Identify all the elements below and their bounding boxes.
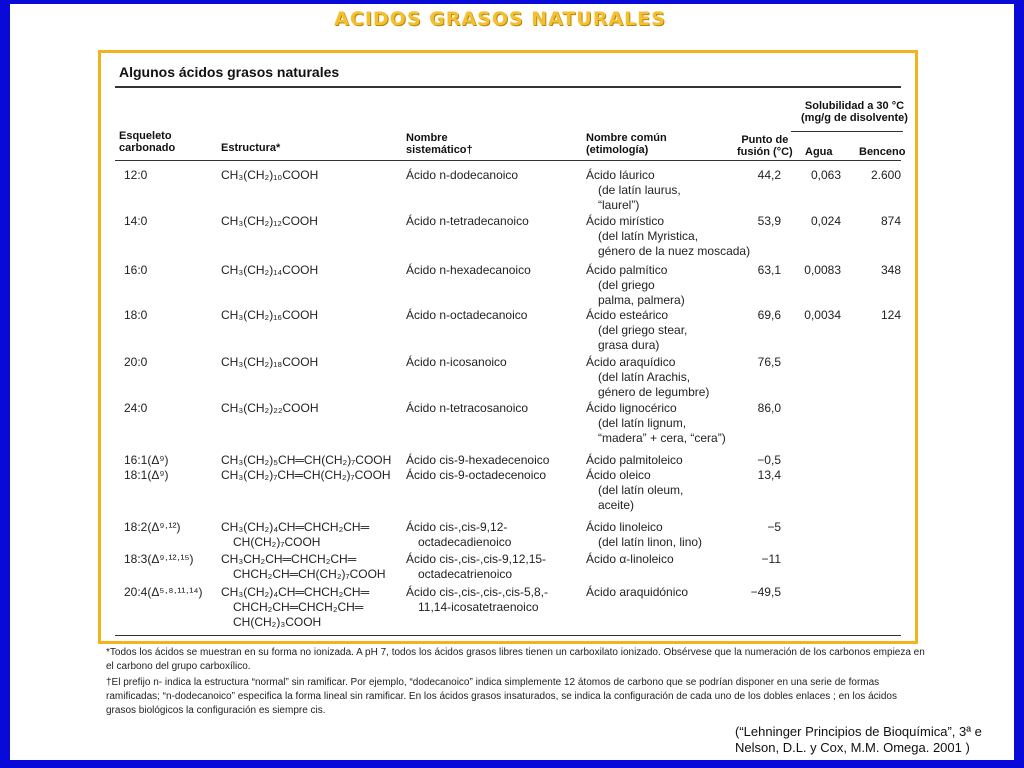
cell-melting: 53,9	[757, 214, 781, 228]
cell-skeleton: 18:2(Δ⁹·¹²)	[124, 520, 181, 534]
cell-melting: 86,0	[757, 401, 781, 415]
cell-skeleton: 18:0	[124, 308, 148, 322]
fatty-acids-table	[98, 50, 918, 644]
header-benzene: Benceno	[859, 146, 906, 158]
cell-benzene: 348	[880, 263, 901, 277]
cell-systematic: Ácido cis-9-octadecenoico	[406, 468, 547, 482]
cell-common: (del griego stear,	[598, 323, 688, 337]
cell-structure: CH₃CH₂CH═CHCH₂CH═	[221, 552, 357, 566]
cell-common: Ácido araquidónico	[586, 585, 689, 599]
solubility-divider	[791, 131, 903, 132]
cell-skeleton: 20:4(Δ⁵·⁸·¹¹·¹⁴)	[124, 585, 203, 599]
cell-common: (del latín oleum,	[598, 483, 684, 497]
header-divider	[115, 160, 901, 161]
cell-common: aceite)	[598, 498, 635, 512]
cell-common: grasa dura)	[598, 338, 660, 352]
cell-systematic: octadecadienoico	[418, 535, 512, 549]
cell-melting: 44,2	[757, 168, 781, 182]
header-melting-line2: fusión (°C)	[737, 146, 793, 158]
header-systematic-line1: Nombre	[406, 132, 448, 144]
header-skeleton	[119, 130, 175, 154]
header-solubility-line1: Solubilidad a 30 °C	[804, 100, 905, 112]
cell-water: 0,0034	[804, 308, 841, 322]
cell-common: género de legumbre)	[598, 385, 710, 399]
cell-common: (de latín laurus,	[598, 183, 681, 197]
cell-structure: CH₃(CH₂)₁₂COOH	[221, 214, 318, 228]
cell-melting: −5	[767, 520, 781, 534]
cell-melting: −0,5	[757, 453, 781, 467]
cell-benzene: 124	[880, 308, 901, 322]
cell-common: (del latín lignum,	[598, 416, 687, 430]
header-melting-point	[737, 134, 793, 158]
cell-structure: CH(CH₂)₇COOH	[233, 535, 321, 549]
cell-systematic: Ácido cis-9-hexadecenoico	[406, 453, 550, 467]
cell-common: Ácido α-linoleico	[586, 552, 674, 566]
cell-structure: CH₃(CH₂)₅CH═CH(CH₂)₇COOH	[221, 453, 392, 467]
cell-structure: CH₃(CH₂)₁₄COOH	[221, 263, 319, 277]
cell-melting: −49,5	[750, 585, 781, 599]
cell-common: Ácido lignocérico	[586, 401, 677, 415]
cell-common: Ácido esteárico	[586, 308, 669, 322]
cell-skeleton: 20:0	[124, 355, 148, 369]
cell-structure: CH₃(CH₂)₁₆COOH	[221, 308, 319, 322]
cell-common: Ácido mirístico	[586, 214, 665, 228]
cell-water: 0,0083	[804, 263, 841, 277]
cell-systematic: Ácido n-tetracosanoico	[406, 401, 529, 415]
header-solubility	[801, 100, 908, 124]
cell-skeleton: 24:0	[124, 401, 148, 415]
header-common-line2: (etimología)	[586, 144, 649, 156]
cell-benzene: 2.600	[870, 168, 901, 182]
cell-common: género de la nuez moscada)	[598, 244, 751, 258]
cell-systematic: Ácido n-dodecanoico	[406, 168, 519, 182]
citation-line1: (“Lehninger Principios de Bioquímica”, 3ª e	[735, 724, 982, 739]
cell-systematic: Ácido cis-,cis-,cis-,cis-5,8,-	[406, 585, 549, 599]
header-skeleton-line1: Esqueleto	[119, 130, 172, 142]
cell-skeleton: 16:1(Δ⁹)	[124, 453, 169, 467]
cell-water: 0,024	[810, 214, 841, 228]
footnotes	[106, 646, 926, 720]
cell-common: (del latín Myristica,	[598, 229, 699, 243]
cell-common: (del griego	[598, 278, 655, 292]
cell-common: Ácido oleico	[586, 468, 651, 482]
header-melting-line1: Punto de	[741, 134, 789, 146]
cell-common: “madera” + cera, “cera”)	[598, 431, 726, 445]
cell-common: Ácido linoleico	[586, 520, 663, 534]
cell-common: (del latín linon, lino)	[598, 535, 703, 549]
cell-systematic: Ácido cis-,cis-9,12-	[406, 520, 508, 534]
header-common-line1: Nombre común	[586, 132, 667, 144]
cell-melting: 76,5	[757, 355, 781, 369]
cell-skeleton: 18:1(Δ⁹)	[124, 468, 169, 482]
cell-structure: CHCH₂CH═CHCH₂CH═	[233, 600, 364, 614]
header-water: Agua	[805, 146, 833, 158]
cell-structure: CH₃(CH₂)₄CH═CHCH₂CH═	[221, 520, 370, 534]
cell-skeleton: 18:3(Δ⁹·¹²·¹⁵)	[124, 552, 194, 566]
cell-systematic: Ácido n-hexadecanoico	[406, 263, 531, 277]
cell-common: palma, palmera)	[598, 293, 685, 307]
cell-structure: CH₃(CH₂)₁₈COOH	[221, 355, 319, 369]
cell-melting: −11	[761, 552, 781, 566]
header-systematic-line2: sistemático†	[406, 144, 473, 156]
header-common-name	[586, 132, 667, 156]
cell-melting: 13,4	[757, 468, 781, 482]
cell-melting: 63,1	[757, 263, 781, 277]
cell-common: (del latín Arachis,	[598, 370, 691, 384]
cell-systematic: Ácido n-octadecanoico	[406, 308, 528, 322]
cell-common: “laurel”)	[598, 198, 640, 212]
cell-common: Ácido palmítico	[586, 263, 668, 277]
cell-structure: CH₃(CH₂)₁₀COOH	[221, 168, 319, 182]
table-title: Algunos ácidos grasos naturales	[119, 64, 340, 80]
header-solubility-line2: (mg/g de disolvente)	[801, 112, 908, 124]
cell-systematic: octadecatrienoico	[418, 567, 513, 581]
cell-skeleton: 12:0	[124, 168, 148, 182]
cell-common: Ácido araquídico	[586, 355, 676, 369]
cell-melting: 69,6	[757, 308, 781, 322]
cell-common: Ácido palmitoleico	[586, 453, 683, 467]
slide-title: ACIDOS GRASOS NATURALES	[334, 8, 666, 30]
cell-water: 0,063	[810, 168, 841, 182]
cell-structure: CHCH₂CH═CH(CH₂)₇COOH	[233, 567, 386, 581]
citation	[735, 724, 982, 756]
cell-common: Ácido láurico	[586, 168, 655, 182]
header-structure: Estructura*	[221, 142, 281, 154]
cell-structure: CH₃(CH₂)₇CH═CH(CH₂)₇COOH	[221, 468, 391, 482]
cell-structure: CH₃(CH₂)₂₂COOH	[221, 401, 319, 415]
cell-systematic: Ácido n-tetradecanoico	[406, 214, 529, 228]
cell-skeleton: 14:0	[124, 214, 148, 228]
slide	[10, 4, 1014, 760]
title-divider	[115, 86, 901, 88]
cell-skeleton: 16:0	[124, 263, 148, 277]
footnote-ionization: *Todos los ácidos se muestran en su forma no ionizada. A pH 7, todos los ácidos grasos libres tienen un carboxilato ionizado. Obsérvese que la numeración de los carbonos empieza en el carbono del grupo carboxílico.	[106, 647, 925, 672]
cell-systematic: 11,14-icosatetraenoico	[418, 600, 539, 614]
cell-benzene: 874	[880, 214, 901, 228]
cell-structure: CH(CH₂)₃COOH	[233, 615, 322, 629]
citation-line2: Nelson, D.L. y Cox, M.M. Omega. 2001 )	[735, 740, 970, 755]
cell-systematic: Ácido n-icosanoico	[406, 355, 507, 369]
header-systematic	[406, 132, 473, 156]
cell-structure: CH₃(CH₂)₄CH═CHCH₂CH═	[221, 585, 370, 599]
table-bottom-divider	[115, 635, 901, 636]
cell-systematic: Ácido cis-,cis-,cis-9,12,15-	[406, 552, 547, 566]
header-skeleton-line2: carbonado	[119, 142, 176, 154]
footnote-prefix: †El prefijo n- indica la estructura “normal” sin ramificar. Por ejemplo, “dodecanoico” indica simplemente 12 átomos de carbono que se podrían disponer en una serie de formas ramificadas; “n-dodecanoico” especifica la forma lineal sin ramificar. En los ácidos grasos insaturados, se indica la configuración de cada uno de los dobles enlaces ; en los ácidos grasos biológicos la configuración es siempre cis.	[106, 677, 897, 716]
